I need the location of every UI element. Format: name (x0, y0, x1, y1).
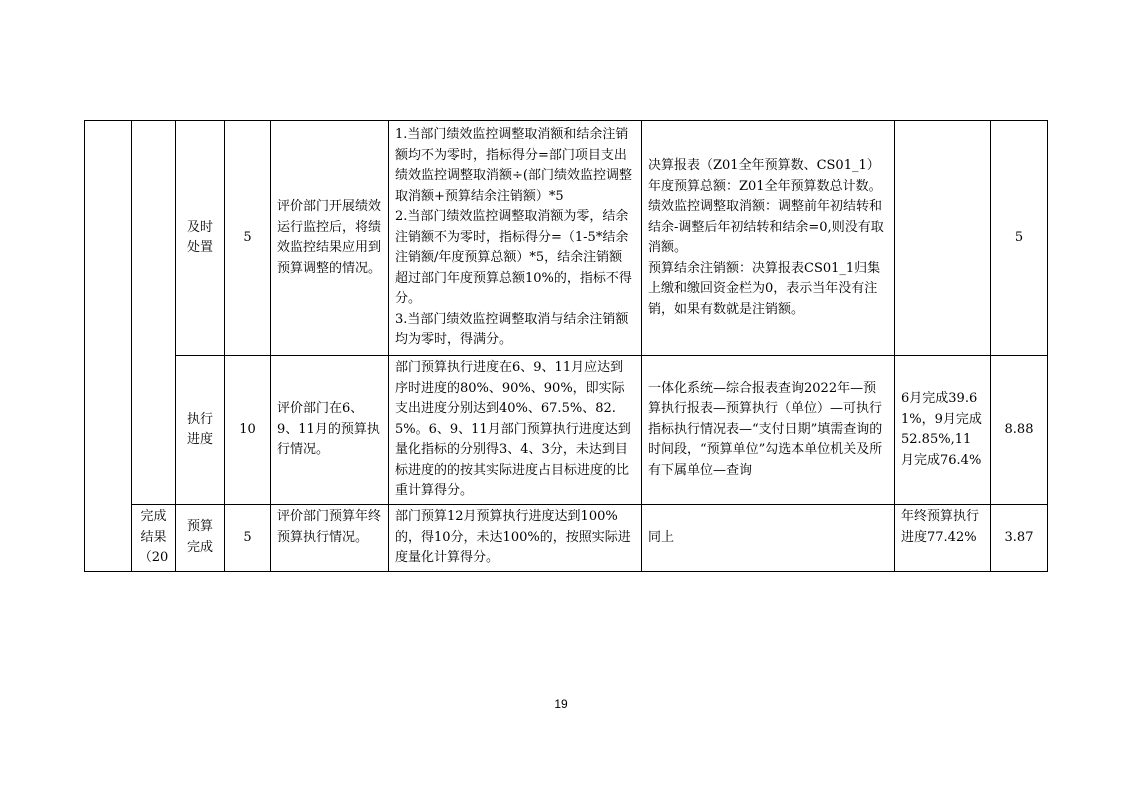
indicator-name: 执行 进度 (186, 411, 213, 447)
score-cell: 3.87 (991, 505, 1048, 572)
data-source-line: 决算报表（Z01全年预算数、CS01_1）年度预算总额：Z01全年预算数总计数。 (648, 158, 882, 194)
criteria-cell (389, 121, 642, 356)
indicator-cell (176, 356, 225, 505)
description-text: 评价部门预算年终预算执行情况。 (277, 509, 382, 545)
score-cell: 5 (991, 121, 1048, 356)
indicator-cell (176, 121, 225, 356)
page-number: 19 (554, 697, 568, 711)
weight-cell: 5 (225, 505, 271, 572)
level1-cell (85, 121, 132, 572)
actual-text (895, 236, 990, 240)
table-row (85, 505, 1048, 572)
actual-text: 6月完成39.61%，9月完成52.85%,11月完成76.4% (901, 391, 982, 468)
level2-name: 完成 结果 （20 (138, 509, 169, 565)
criteria-cell (389, 356, 642, 505)
criteria-line: 3.当部门绩效监控调整取消与结余注销额均为零时，得满分。 (395, 311, 629, 348)
data-source-line: 同上 (648, 529, 675, 545)
criteria-cell (389, 505, 642, 572)
indicator-cell (176, 505, 225, 572)
actual-text: 年终预算执行进度77.42% (901, 509, 980, 545)
criteria-line: 1.当部门绩效监控调整取消额和结余注销额均不为零时，指标得分=部门项目支出绩效监控调整取消额÷(部门绩效监控调整取消额+预算结余注销额）*5 (395, 127, 632, 204)
level2-cell (132, 505, 176, 572)
criteria-line: 2.当部门绩效监控调整取消额为零，结余注销额不为零时，指标得分=（1-5*结余注销额/年度预算总额）*5，结余注销额超过部门年度预算总额10%的，指标不得分。 (395, 209, 632, 307)
level2-cell (132, 121, 176, 505)
actual-cell (895, 356, 991, 505)
data-source-cell (642, 121, 895, 356)
description-cell (271, 356, 389, 505)
data-source-cell (642, 356, 895, 505)
table-row (85, 121, 1048, 356)
description-text: 评价部门开展绩效运行监控后，将绩效监控结果应用到预算调整的情况。 (277, 199, 382, 276)
weight-cell: 10 (225, 356, 271, 505)
criteria-line: 部门预算执行进度在6、9、11月应达到序时进度的80%、90%、90%，即实际支出进度分别达到40%、67.5%、82.5%。6、9、11月部门预算执行进度达到量化指标的分别得3、4、3分，未达到目标进度的的按其实际进度占目标进度的比重计算得分。 (395, 360, 631, 499)
score-cell: 8.88 (991, 356, 1048, 505)
evaluation-table (84, 120, 1048, 572)
indicator-name: 及时 处置 (186, 219, 213, 255)
data-source-line: 预算结余注销额：决算报表CS01_1归集上缴和缴回资金栏为0，表示当年没有注销，如果有数就是注销额。 (648, 260, 881, 317)
description-text: 评价部门在6、9、11月的预算执行情况。 (277, 401, 380, 458)
data-source-line: 一体化系统—综合报表查询2022年—预算执行报表—预算执行（单位）—可执行指标执行情况表—“支付日期”填需查询的时间段，“预算单位”勾选本单位机关及所有下属单位—查询 (648, 380, 883, 478)
data-source-cell (642, 505, 895, 572)
data-source-line: 绩效监控调整取消额：调整前年初结转和结余-调整后年初结转和结余=0,则没有取消额。 (648, 199, 884, 255)
indicator-name: 预算 完成 (186, 519, 213, 555)
table-row (85, 356, 1048, 505)
weight-cell: 5 (225, 121, 271, 356)
actual-cell (895, 121, 991, 356)
description-cell (271, 505, 389, 572)
description-cell (271, 121, 389, 356)
actual-cell (895, 505, 991, 572)
criteria-line: 部门预算12月预算执行进度达到100%的，得10分，未达100%的，按照实际进度量化计算得分。 (395, 509, 631, 565)
